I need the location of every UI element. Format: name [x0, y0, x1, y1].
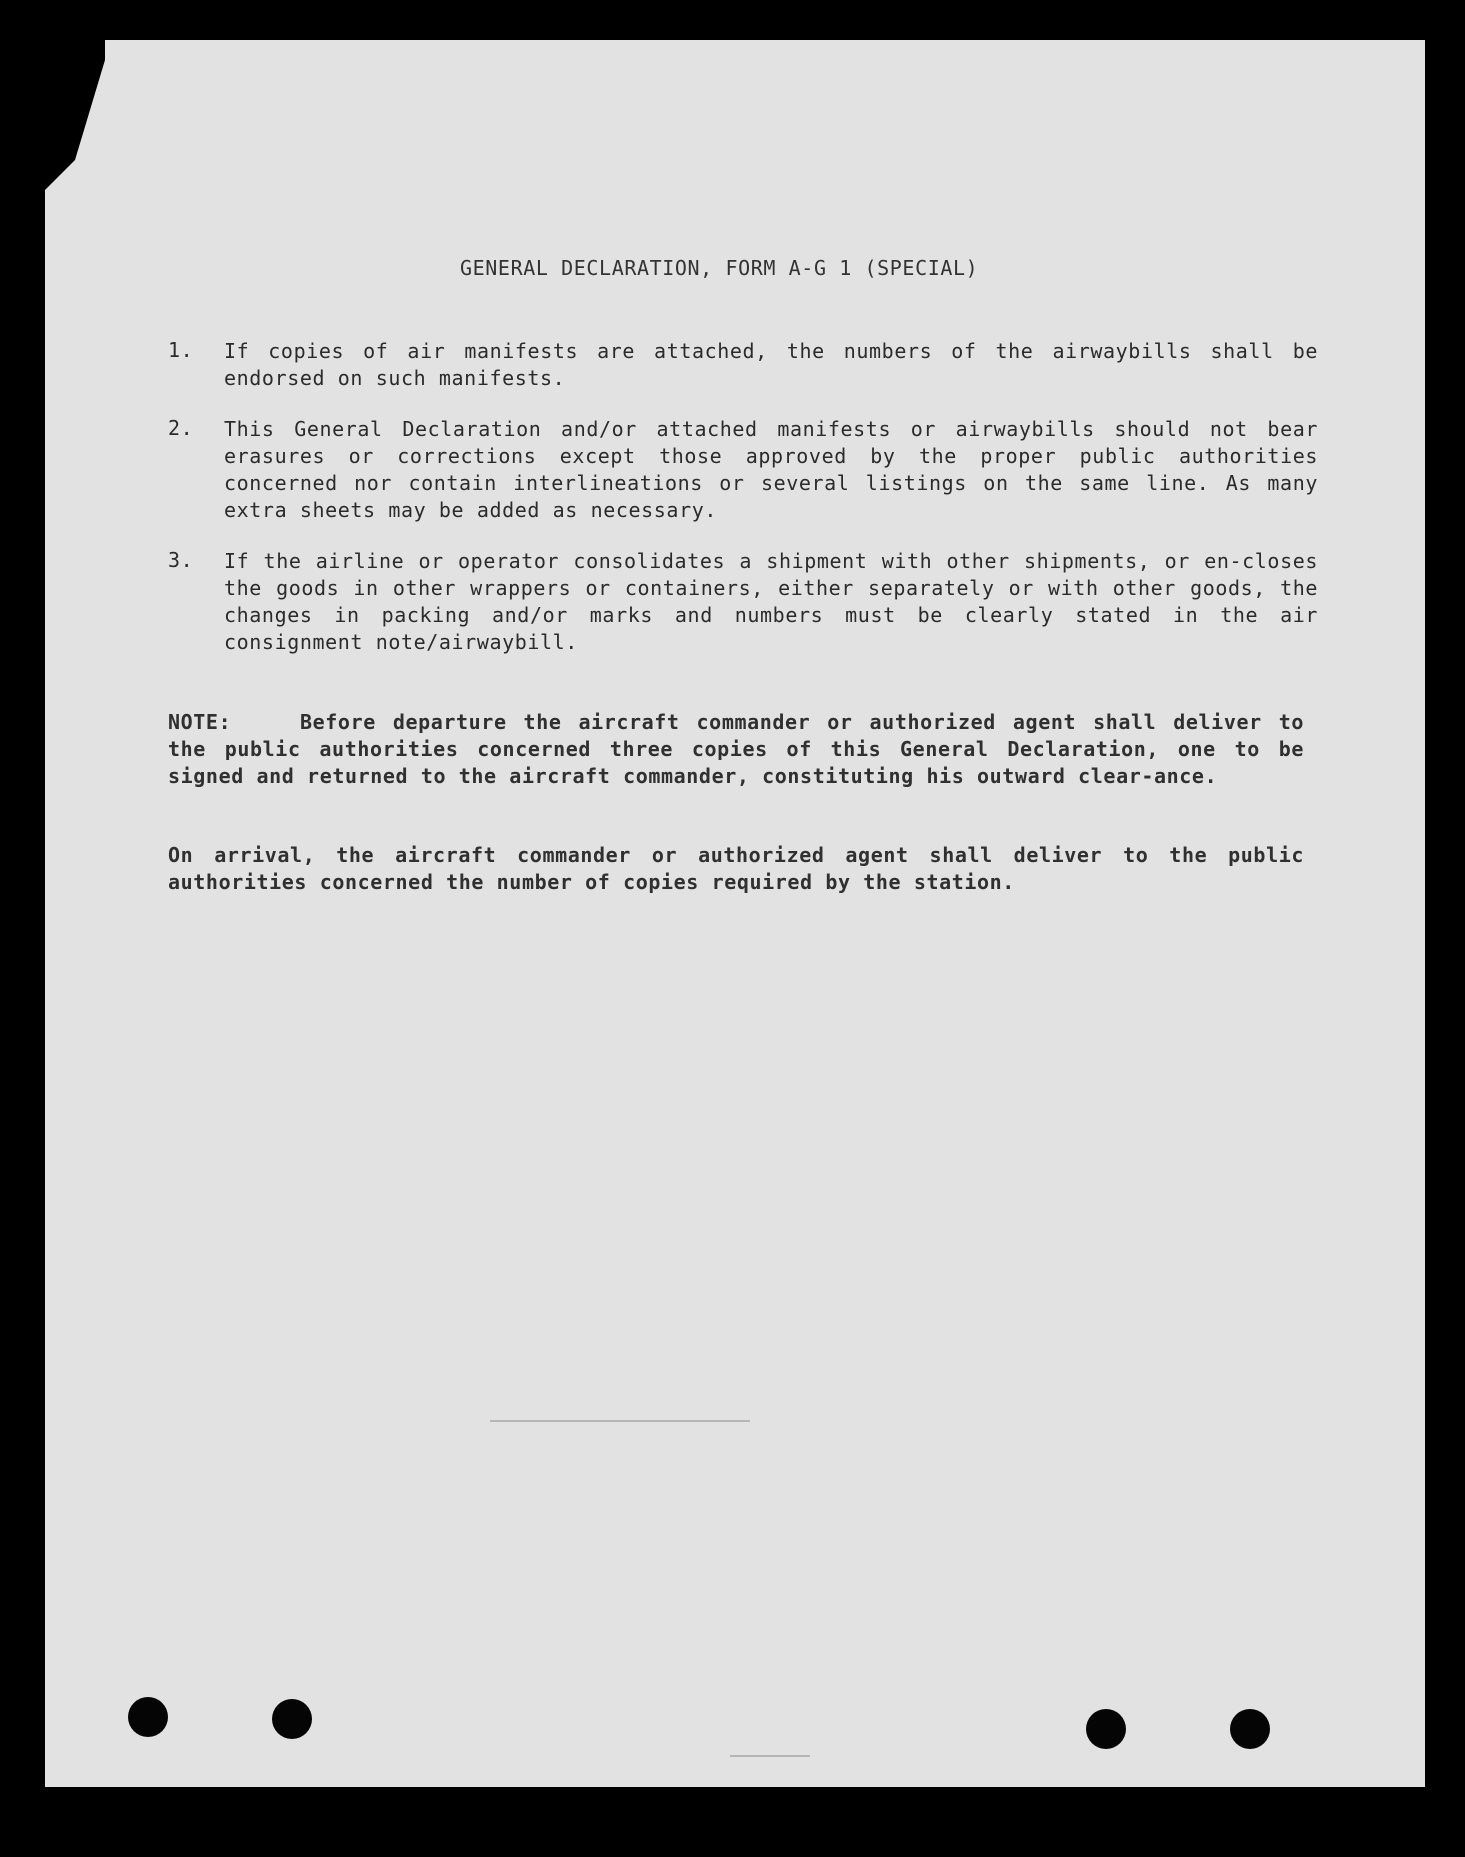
item-number: 2. [168, 416, 194, 440]
punch-hole [1230, 1709, 1270, 1749]
list-item [168, 548, 1318, 656]
item-number: 3. [168, 548, 194, 572]
item-text: If the airline or operator consolidates a shipment with other shipments, or en-closes the goods in other wrappers or containers, either separately or with other goods, the changes in packing and/or marks and numbers must be clearly stated in the air consignment note/airwaybill. [224, 549, 1318, 654]
note-label: NOTE: [168, 710, 232, 734]
punch-hole [1086, 1709, 1126, 1749]
list-item [168, 338, 1318, 392]
list-item [168, 416, 1318, 524]
punch-hole [272, 1699, 312, 1739]
item-text: If copies of air manifests are attached, the numbers of the airwaybills shall be endorsed on such manifests. [224, 339, 1318, 390]
note-text: Before departure the aircraft commander or authorized agent shall deliver to the public authorities concerned three copies of this General Declaration, one to be signed and returned to the aircraft commander, constituting his outward clear-ance. [168, 710, 1304, 788]
arrival-paragraph: On arrival, the aircraft commander or authorized agent shall deliver to the public authorities concerned the number of copies required by the station. [168, 843, 1304, 894]
note-paragraph [168, 709, 1304, 790]
punch-hole [128, 1697, 168, 1737]
item-number: 1. [168, 338, 194, 362]
scan-smudge [730, 1755, 810, 1757]
document-title: GENERAL DECLARATION, FORM A-G 1 (SPECIAL) [460, 256, 979, 280]
scan-smudge [490, 1420, 750, 1422]
item-text: This General Declaration and/or attached manifests or airwaybills should not bear erasures or corrections except those approved by the proper public authorities concerned nor contain interlineations or several listings on the same line. As many extra sheets may be added as necessary. [224, 417, 1318, 522]
